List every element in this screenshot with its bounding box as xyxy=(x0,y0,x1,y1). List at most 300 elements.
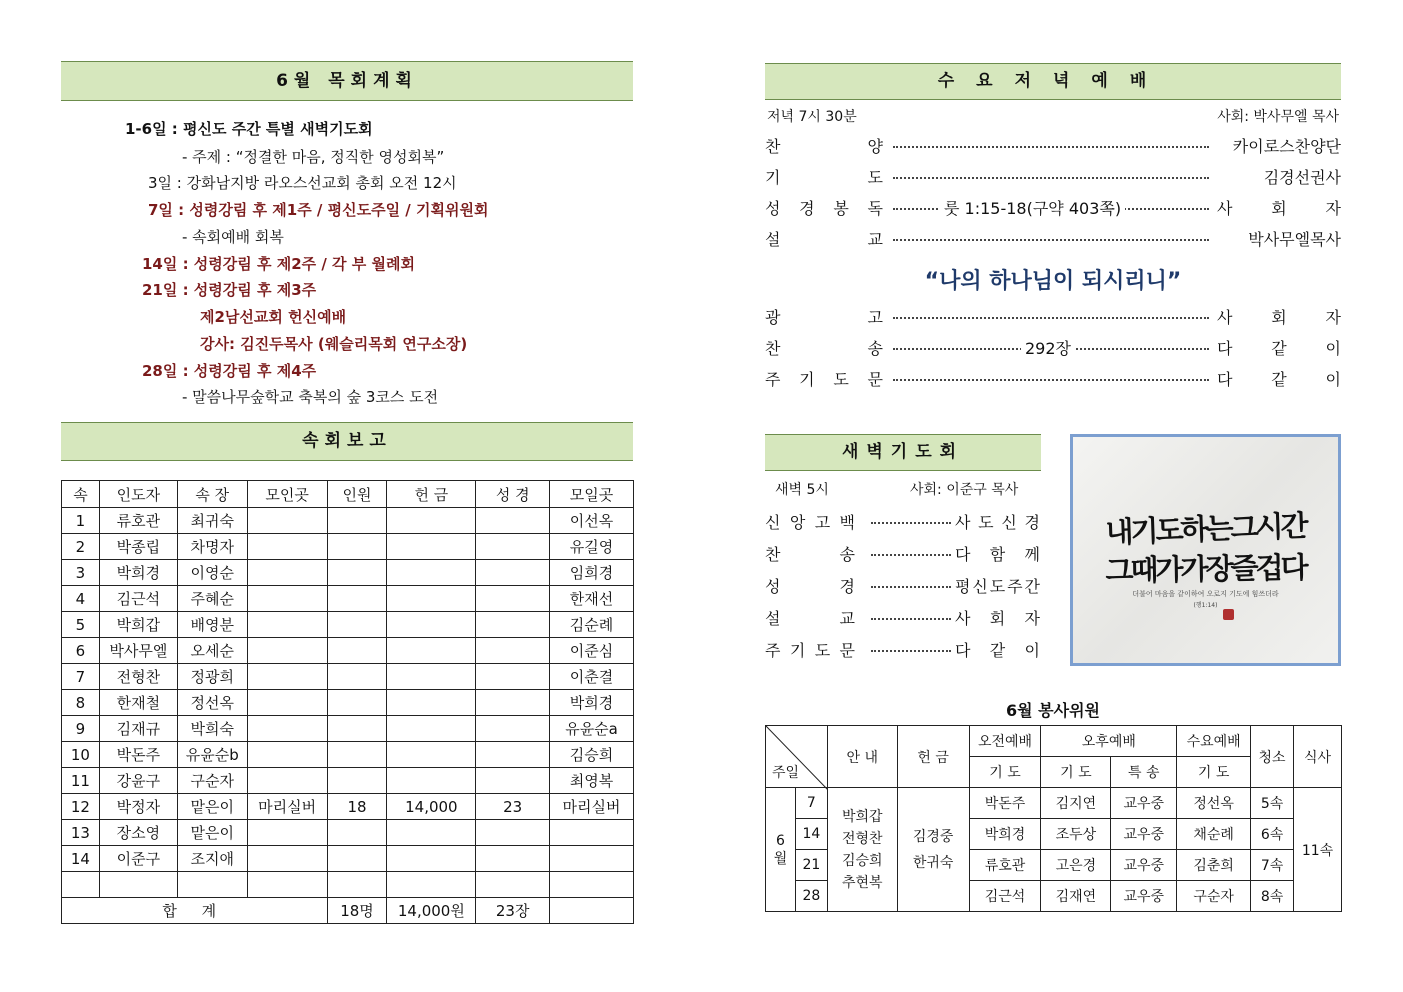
guide-name: 박희갑 xyxy=(841,808,883,825)
char: 도 xyxy=(989,577,1006,596)
table-row xyxy=(62,742,634,768)
char: 간 xyxy=(1024,577,1040,596)
table-cell xyxy=(550,846,634,872)
table-cell xyxy=(476,508,550,534)
calligraphy-line-1: 내기도하는그시간 xyxy=(1104,508,1307,550)
table-cell: 박종립 xyxy=(99,534,177,560)
order-value: 박사무엘목사 xyxy=(1248,230,1341,249)
table-cell xyxy=(327,612,387,638)
dawn-label xyxy=(765,606,855,629)
table-cell: 류호관 xyxy=(99,508,177,534)
table-cell xyxy=(247,846,327,872)
plan-item: 3일 : 강화남지방 라오스선교회 총회 오전 12시 xyxy=(148,174,457,192)
dot-leader xyxy=(893,239,1209,241)
week-header: 주일 xyxy=(772,765,800,781)
wed-cell: 채순례 xyxy=(1177,819,1251,850)
char: 다 xyxy=(955,641,971,660)
plan-item: 14일 : 성령강림 후 제2주 / 각 부 월례회 xyxy=(142,255,415,273)
table-cell xyxy=(177,872,247,898)
meal-header: 식사 xyxy=(1294,726,1342,788)
char: 회 xyxy=(1271,199,1287,218)
plan-item: - 속회예배 회복 xyxy=(182,228,284,246)
guide-name: 추현복 xyxy=(841,874,883,891)
afternoon-prayer-header: 기 도 xyxy=(1041,757,1111,788)
table-cell xyxy=(387,742,476,768)
dawn-label xyxy=(765,638,855,661)
table-cell xyxy=(327,586,387,612)
report-col-header: 인원 xyxy=(327,481,387,508)
table-cell: 한재선 xyxy=(550,586,634,612)
char: 경 xyxy=(839,577,855,596)
table-cell xyxy=(387,534,476,560)
plan-item: 28일 : 성령강림 후 제4주 xyxy=(142,362,317,380)
order-label xyxy=(765,134,883,157)
dawn-label xyxy=(765,510,855,533)
guide-header: 안 내 xyxy=(827,726,897,788)
table-cell xyxy=(327,534,387,560)
table-cell xyxy=(327,638,387,664)
dawn-value xyxy=(955,574,1040,597)
order-row xyxy=(765,196,1341,220)
afternoon-cell: 조두상 xyxy=(1041,819,1111,850)
char: 이 xyxy=(1325,370,1341,389)
offering-cell xyxy=(897,788,969,912)
table-cell: 이준심 xyxy=(550,638,634,664)
report-col-header: 헌 금 xyxy=(387,481,476,508)
table-cell xyxy=(476,560,550,586)
table-cell xyxy=(476,664,550,690)
table-cell: 김재규 xyxy=(99,716,177,742)
dawn-value xyxy=(955,606,1040,629)
dawn-value xyxy=(955,542,1040,565)
table-cell: 주혜순 xyxy=(177,586,247,612)
order-label xyxy=(765,367,883,390)
table-cell: 1 xyxy=(62,508,100,534)
service-row xyxy=(766,788,1342,819)
month-char: 월 xyxy=(773,850,788,867)
order-label xyxy=(765,336,883,359)
char: 같 xyxy=(989,641,1006,660)
morning-prayer-header: 기 도 xyxy=(969,757,1041,788)
char: 설 xyxy=(765,609,781,628)
morning-header: 오전예배 xyxy=(969,726,1041,757)
char: 경 xyxy=(1024,513,1040,532)
char: 경 xyxy=(799,199,815,218)
total-offering: 14,000원 xyxy=(387,898,476,924)
table-cell: 마리실버 xyxy=(550,794,634,820)
guide-cell xyxy=(827,788,897,912)
plan-item: 1-6일 : 평신도 주간 특별 새벽기도회 xyxy=(125,120,373,138)
dot-leader xyxy=(871,650,951,652)
char: 광 xyxy=(765,308,781,327)
char: 기 xyxy=(789,641,806,660)
char: 도 xyxy=(978,513,994,532)
char: 문 xyxy=(867,370,883,389)
table-cell xyxy=(327,872,387,898)
report-header xyxy=(61,422,633,461)
table-cell xyxy=(387,508,476,534)
table-cell: 2 xyxy=(62,534,100,560)
char: 사 xyxy=(955,609,971,628)
dawn-value xyxy=(955,638,1040,661)
char: 다 xyxy=(955,545,971,564)
table-cell xyxy=(387,768,476,794)
afternoon-cell: 김지연 xyxy=(1041,788,1111,819)
order-row xyxy=(765,165,1341,189)
order-middle: 룻 1:15-18(구약 403쪽) xyxy=(940,196,1125,219)
char: 설 xyxy=(765,230,781,249)
wednesday-time: 저녁 7시 30분 xyxy=(767,109,857,125)
table-cell: 정광희 xyxy=(177,664,247,690)
table-cell: 박사무엘 xyxy=(99,638,177,664)
dot-leader xyxy=(893,146,1209,148)
wed-cell: 정선옥 xyxy=(1177,788,1251,819)
table-cell xyxy=(387,664,476,690)
char: 다 xyxy=(1217,370,1233,389)
char: 이 xyxy=(1024,641,1040,660)
clean-cell: 7속 xyxy=(1251,850,1294,881)
order-row xyxy=(765,227,1341,251)
table-cell xyxy=(476,846,550,872)
char: 교 xyxy=(839,609,855,628)
clean-cell: 5속 xyxy=(1251,788,1294,819)
table-cell xyxy=(62,872,100,898)
table-cell: 장소영 xyxy=(99,820,177,846)
order-value xyxy=(1217,196,1341,219)
dot-leader xyxy=(871,586,951,588)
table-cell: 박희경 xyxy=(550,690,634,716)
table-cell: 유길영 xyxy=(550,534,634,560)
dawn-row xyxy=(765,574,1040,598)
order-value: 김경선권사 xyxy=(1263,168,1341,187)
table-row xyxy=(62,508,634,534)
table-row xyxy=(62,846,634,872)
wed-prayer-header: 기 도 xyxy=(1177,757,1251,788)
special-cell: 교우중 xyxy=(1111,819,1177,850)
table-cell xyxy=(327,664,387,690)
table-cell xyxy=(327,508,387,534)
table-cell: 12 xyxy=(62,794,100,820)
dawn-row xyxy=(765,606,1040,630)
char: 주 xyxy=(765,641,781,660)
table-cell: 7 xyxy=(62,664,100,690)
week-cell: 14 xyxy=(795,819,827,850)
char: 도 xyxy=(833,370,849,389)
table-cell xyxy=(247,534,327,560)
table-cell xyxy=(327,820,387,846)
table-cell xyxy=(476,612,550,638)
table-row xyxy=(62,794,634,820)
table-cell xyxy=(247,560,327,586)
total-bible: 23장 xyxy=(476,898,550,924)
table-cell xyxy=(550,820,634,846)
report-total-row xyxy=(62,898,634,924)
calligraphy-image xyxy=(1070,434,1341,666)
char: 고 xyxy=(814,513,831,532)
char: 찬 xyxy=(765,545,781,564)
order-row xyxy=(765,336,1341,360)
service-title: 6월 봉사위원 xyxy=(1006,701,1100,720)
dawn-row xyxy=(765,510,1040,534)
calligraphy-ref: (행1:14) xyxy=(1193,602,1218,609)
table-row xyxy=(62,534,634,560)
char: 성 xyxy=(765,199,781,218)
table-cell xyxy=(550,872,634,898)
clean-cell: 6속 xyxy=(1251,819,1294,850)
dot-leader xyxy=(871,618,951,620)
meal-cell: 11속 xyxy=(1294,788,1342,912)
dawn-label xyxy=(765,574,855,597)
table-cell: 맡은이 xyxy=(177,820,247,846)
report-col-header: 성 경 xyxy=(476,481,550,508)
week-cell: 7 xyxy=(795,788,827,819)
table-cell: 전형찬 xyxy=(99,664,177,690)
table-cell xyxy=(476,742,550,768)
char: 회 xyxy=(1271,308,1287,327)
table-row xyxy=(62,768,634,794)
wed-header: 수요예배 xyxy=(1177,726,1251,757)
char: 독 xyxy=(867,199,883,218)
table-cell: 이준구 xyxy=(99,846,177,872)
dot-leader xyxy=(893,177,1209,179)
order-row xyxy=(765,305,1341,329)
table-row xyxy=(62,638,634,664)
char: 기 xyxy=(765,168,781,187)
table-cell xyxy=(387,872,476,898)
char: 께 xyxy=(1024,545,1040,564)
special-cell: 교우중 xyxy=(1111,850,1177,881)
table-cell: 6 xyxy=(62,638,100,664)
guide-name: 전형찬 xyxy=(841,830,883,847)
order-label xyxy=(765,196,883,219)
table-cell xyxy=(99,872,177,898)
table-cell xyxy=(247,586,327,612)
total-empty xyxy=(550,898,634,924)
table-cell: 10 xyxy=(62,742,100,768)
char: 주 xyxy=(1007,577,1023,596)
total-label: 합 계 xyxy=(62,898,328,924)
table-row xyxy=(62,560,634,586)
plan-item: - 주제 : “정결한 마음, 정직한 영성회복” xyxy=(182,148,445,166)
table-row xyxy=(62,820,634,846)
order-value xyxy=(1217,367,1341,390)
table-cell xyxy=(247,768,327,794)
dot-leader xyxy=(893,379,1209,381)
wednesday-header xyxy=(765,63,1341,100)
table-cell: 이선옥 xyxy=(550,508,634,534)
table-cell xyxy=(327,690,387,716)
table-cell xyxy=(327,716,387,742)
morning-cell: 박돈주 xyxy=(969,788,1041,819)
table-cell xyxy=(247,716,327,742)
table-cell xyxy=(476,820,550,846)
table-cell xyxy=(247,872,327,898)
char: 이 xyxy=(1325,339,1341,358)
char: 앙 xyxy=(789,513,806,532)
char: 사 xyxy=(1217,199,1233,218)
char: 같 xyxy=(1271,370,1287,389)
table-cell: 18 xyxy=(327,794,387,820)
char: 도 xyxy=(814,641,831,660)
dot-leader xyxy=(871,554,951,556)
char: 주 xyxy=(765,370,781,389)
table-cell: 차명자 xyxy=(177,534,247,560)
guide-name: 김승희 xyxy=(841,852,883,869)
table-cell: 김근석 xyxy=(99,586,177,612)
table-cell: 박희경 xyxy=(99,560,177,586)
table-cell xyxy=(387,820,476,846)
offering-header: 헌 금 xyxy=(897,726,969,788)
special-cell: 교우중 xyxy=(1111,788,1177,819)
service-table xyxy=(765,725,1342,912)
dawn-title: 새벽기도회 xyxy=(841,442,965,462)
table-cell xyxy=(387,586,476,612)
clean-header: 청소 xyxy=(1251,726,1294,788)
table-cell: 11 xyxy=(62,768,100,794)
plan-item: - 말씀나무숲학교 축복의 숲 3코스 도전 xyxy=(182,388,439,406)
dawn-value xyxy=(955,510,1040,533)
plan-title: 6월 목회계획 xyxy=(276,71,418,91)
char: 자 xyxy=(1325,199,1341,218)
table-cell: 4 xyxy=(62,586,100,612)
table-cell xyxy=(387,690,476,716)
table-row xyxy=(62,872,634,898)
char: 고 xyxy=(867,308,883,327)
table-cell: 3 xyxy=(62,560,100,586)
char: 찬 xyxy=(765,339,781,358)
plan-item: 7일 : 성령강림 후 제1주 / 평신도주일 / 기획위원회 xyxy=(148,201,489,219)
wednesday-title: 수요저녁예배 xyxy=(937,71,1169,91)
table-cell: 5 xyxy=(62,612,100,638)
report-head-row xyxy=(62,481,634,508)
special-header: 특 송 xyxy=(1111,757,1177,788)
report-col-header: 모인곳 xyxy=(247,481,327,508)
sermon-title: “나의 하나님이 되시리니” xyxy=(924,269,1182,294)
special-cell: 교우중 xyxy=(1111,881,1177,912)
table-cell xyxy=(247,664,327,690)
table-cell xyxy=(476,768,550,794)
plan-item: 제2남선교회 헌신예배 xyxy=(200,308,347,326)
morning-cell: 김근석 xyxy=(969,881,1041,912)
dawn-header xyxy=(765,434,1041,471)
char: 도 xyxy=(867,168,883,187)
dot-leader xyxy=(871,522,951,524)
table-cell: 배영분 xyxy=(177,612,247,638)
char: 함 xyxy=(989,545,1006,564)
table-cell: 오세순 xyxy=(177,638,247,664)
table-cell: 마리실버 xyxy=(247,794,327,820)
char: 송 xyxy=(839,545,855,564)
char: 성 xyxy=(765,577,781,596)
month-cell xyxy=(766,788,796,912)
table-cell xyxy=(476,716,550,742)
table-cell: 14,000 xyxy=(387,794,476,820)
table-cell: 8 xyxy=(62,690,100,716)
table-cell xyxy=(476,534,550,560)
plan-item: 강사: 김진두목사 (웨슬리목회 연구소장) xyxy=(200,335,468,353)
table-cell: 9 xyxy=(62,716,100,742)
total-people: 18명 xyxy=(327,898,387,924)
report-col-header: 모일곳 xyxy=(550,481,634,508)
order-label xyxy=(765,227,883,250)
char: 송 xyxy=(867,339,883,358)
order-middle: 292장 xyxy=(1021,336,1075,359)
char: 다 xyxy=(1217,339,1233,358)
table-row xyxy=(62,586,634,612)
afternoon-cell: 김재연 xyxy=(1041,881,1111,912)
char: 자 xyxy=(1024,609,1040,628)
wednesday-leader: 사회: 박사무엘 목사 xyxy=(1217,109,1339,125)
table-cell: 14 xyxy=(62,846,100,872)
plan-item: 21일 : 성령강림 후 제3주 xyxy=(142,281,317,299)
table-cell: 13 xyxy=(62,820,100,846)
table-cell: 정선옥 xyxy=(177,690,247,716)
dawn-leader: 사회: 이준구 목사 xyxy=(910,482,1019,498)
table-cell xyxy=(327,560,387,586)
table-cell xyxy=(387,612,476,638)
table-cell xyxy=(327,846,387,872)
char: 백 xyxy=(839,513,855,532)
table-cell xyxy=(247,612,327,638)
char: 찬 xyxy=(765,137,781,156)
char: 봉 xyxy=(833,199,849,218)
order-label xyxy=(765,305,883,328)
table-row xyxy=(62,664,634,690)
dawn-row xyxy=(765,542,1040,566)
order-label xyxy=(765,165,883,188)
char: 사 xyxy=(1217,308,1233,327)
report-title: 속회보고 xyxy=(302,431,392,451)
week-cell: 21 xyxy=(795,850,827,881)
table-cell: 이춘결 xyxy=(550,664,634,690)
char: 같 xyxy=(1271,339,1287,358)
table-cell xyxy=(476,638,550,664)
dawn-label xyxy=(765,542,855,565)
table-cell: 강윤구 xyxy=(99,768,177,794)
wed-cell: 김춘희 xyxy=(1177,850,1251,881)
order-row xyxy=(765,134,1341,158)
char: 기 xyxy=(799,370,815,389)
table-cell: 김순례 xyxy=(550,612,634,638)
morning-cell: 박희경 xyxy=(969,819,1041,850)
char: 양 xyxy=(867,137,883,156)
table-row xyxy=(62,612,634,638)
char: 사 xyxy=(955,513,971,532)
order-value: 카이로스찬양단 xyxy=(1232,137,1341,156)
table-cell xyxy=(387,638,476,664)
order-value xyxy=(1217,336,1341,359)
report-col-header: 속 xyxy=(62,481,100,508)
plan-header xyxy=(61,61,633,101)
table-row xyxy=(62,716,634,742)
char: 교 xyxy=(867,230,883,249)
char: 자 xyxy=(1325,308,1341,327)
seal-stamp xyxy=(1223,609,1234,620)
report-col-header: 인도자 xyxy=(99,481,177,508)
table-cell: 최귀숙 xyxy=(177,508,247,534)
table-cell xyxy=(476,586,550,612)
char: 평 xyxy=(955,577,971,596)
table-cell: 박정자 xyxy=(99,794,177,820)
order-value xyxy=(1217,305,1341,328)
afternoon-cell: 고은경 xyxy=(1041,850,1111,881)
table-cell: 유윤순b xyxy=(177,742,247,768)
table-cell: 최영복 xyxy=(550,768,634,794)
table-cell xyxy=(387,716,476,742)
table-cell: 한재철 xyxy=(99,690,177,716)
table-cell: 조지애 xyxy=(177,846,247,872)
table-cell xyxy=(387,846,476,872)
